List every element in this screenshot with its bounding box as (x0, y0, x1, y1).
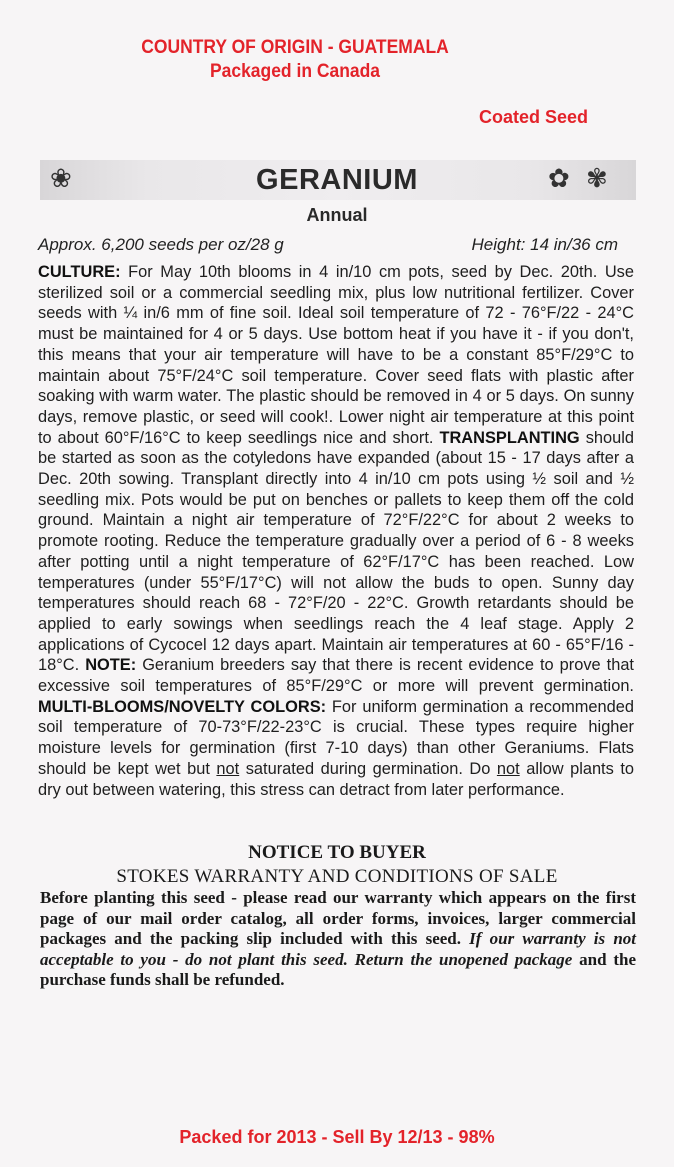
growing-instructions (38, 262, 634, 800)
multi-blooms-underline-2: not (496, 759, 520, 778)
warranty-heading: STOKES WARRANTY AND CONDITIONS OF SALE (116, 866, 558, 887)
notice-title: NOTICE TO BUYER (248, 842, 426, 863)
culture-label: CULTURE: (38, 263, 121, 281)
product-title: GERANIUM (256, 164, 418, 196)
flower-basket-icon: ✾ (586, 163, 608, 193)
potted-plant-icon: ❀ (50, 163, 72, 193)
warranty-italic: If our warranty is not acceptable to you - do not plant this seed. Return the unopened package (40, 929, 636, 969)
coated-seed-stamp: Coated Seed (478, 107, 588, 127)
transplanting-label: TRANSPLANTING (439, 428, 580, 447)
warranty-text (40, 888, 636, 991)
flower-icon: ✿ (548, 163, 570, 193)
note-text: Geranium breeders say that there is recent evidence to prove that excessive soil temperatures of 85°F/29°C or more will prevent germination. (38, 656, 634, 696)
product-subtitle: Annual (306, 205, 368, 225)
culture-text: For May 10th blooms in 4 in/10 cm pots, seed by Dec. 20th. Use sterilized soil or a commercial seedling mix, plus low nutritional fertilizer. Cover seeds with ¼ in/6 mm of fine soil. Ideal soil temperature of 72 - 76°F/22 - 24°C must be maintained for 4 or 5 days. Use bottom heat if you have it - if you don't, this means that your air temperature will have to be a constant 85°F/29°C to maintain about 75°F/24°C soil temperature. Cover seed flats with plastic after soaking with warm water. The plastic should be removed in 4 or 5 days. On sunny days, remove plastic, or seed will cook!. Lower night air temperature at this point to about 60°F/16°C to keep seedlings nice and short. (38, 263, 634, 447)
multi-blooms-text-1: For uniform germination a recommended soil temperature of 70-73°F/22-23°C is crucial. These types require higher moisture levels for germination (first 7-10 days) than other Geraniums. Flats should be kept wet but (38, 697, 634, 778)
multi-blooms-text-3: allow plants to dry out between watering, this stress can detract from later performance. (38, 759, 634, 799)
origin-line-2: Packaged in Canada (209, 61, 380, 82)
seed-count: Approx. 6,200 seeds per oz/28 g (38, 235, 284, 254)
multi-blooms-underline-1: not (216, 759, 240, 778)
multi-blooms-label: MULTI-BLOOMS/NOVELTY COLORS: (38, 697, 327, 716)
packed-for-footer: Packed for 2013 - Sell By 12/13 - 98% (179, 1127, 495, 1147)
origin-stamp (24, 36, 567, 84)
transplanting-text: should be started as soon as the cotyledons have expanded (about 15 - 17 days after a Dec. 20th sowing. Transplant directly into 4 in/10 cm pots using ½ soil and ½ seedling mix. Pots would be put on benches or pallets to keep them off the cold ground. Maintain a night air temperature of 72°F/22°C for about 2 weeks to promote rooting. Reduce the temperature gradually over a period of 6 - 8 weeks after potting until a night temperature of 62°F/17°C has been reached. Low temperatures (under 55°F/17°C) will not allow the buds to open. Sunny day temperatures should reach 68 - 72°F/20 - 22°C. Growth retardants should be applied to early sowings when seedlings reach the 4 leaf stage. Apply 2 applications of Cycocel 12 days apart. Maintain air temperatures at 60 - 65°F/16 - 18°C. (38, 428, 634, 675)
note-label: NOTE: (85, 656, 137, 675)
multi-blooms-text-2: saturated during germination. Do (245, 759, 491, 778)
warranty-text-1: Before planting this seed - please read our warranty which appears on the first page of our mail order catalog, all order forms, invoices, larger commercial packages and the packing slip included with this seed. (40, 888, 636, 948)
warranty-text-2: and the purchase funds shall be refunded. (40, 949, 637, 989)
origin-line-1: COUNTRY OF ORIGIN - GUATEMALA (141, 37, 449, 58)
plant-height: Height: 14 in/36 cm (471, 235, 618, 254)
